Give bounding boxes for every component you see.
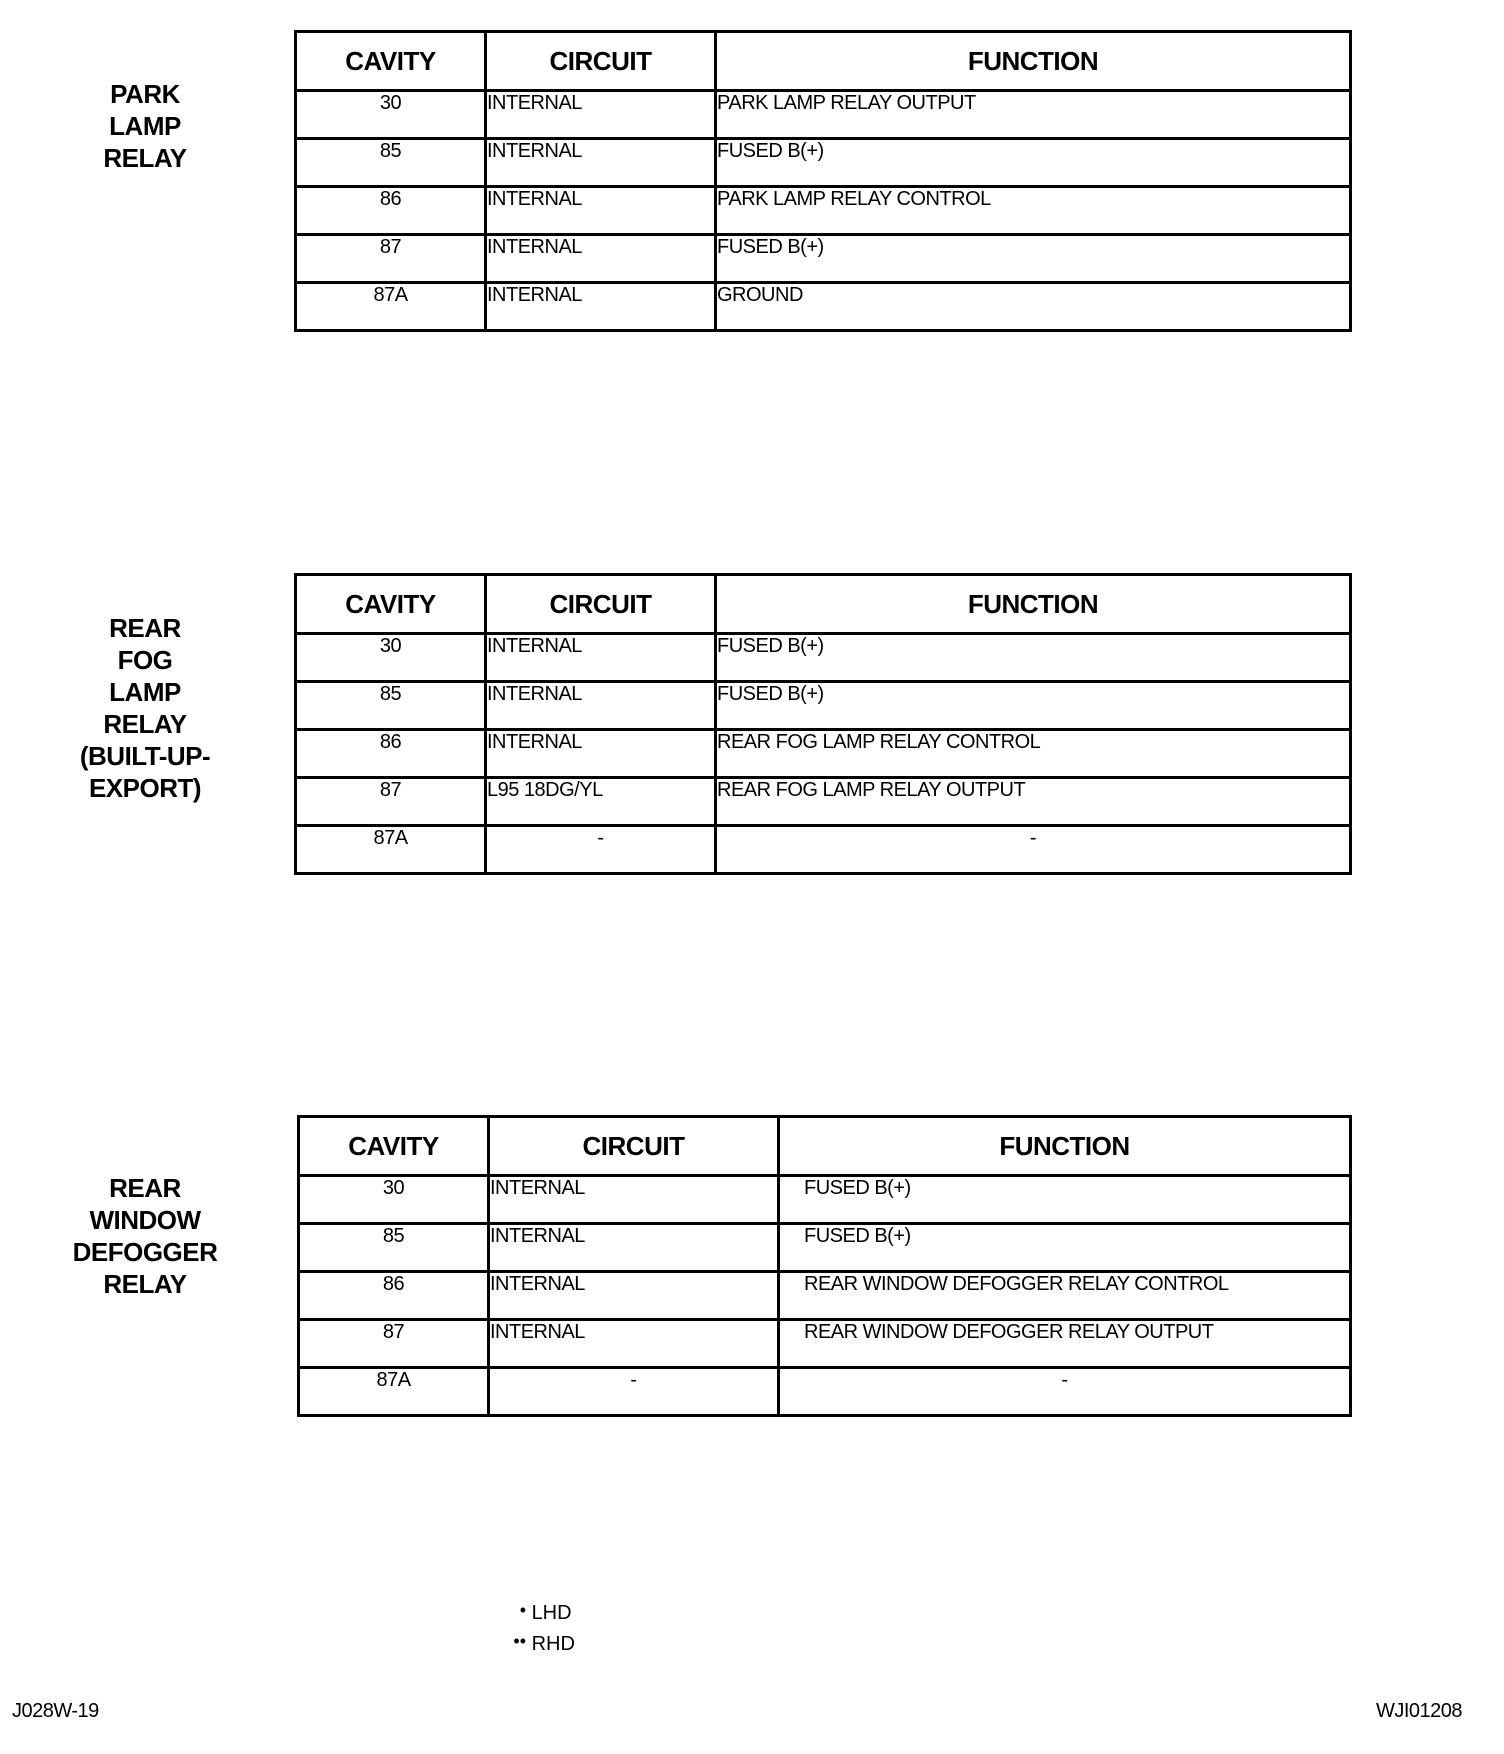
table-row (296, 91, 1351, 139)
cavity-header: CAVITY (299, 1117, 489, 1176)
table-header-row (299, 1117, 1351, 1176)
relay-label-line: RELAY (103, 1269, 187, 1299)
table-row (296, 730, 1351, 778)
table-row (296, 139, 1351, 187)
dot-icon: • (519, 1600, 526, 1620)
relay-label-line: REAR (109, 613, 181, 643)
function-cell: REAR WINDOW DEFOGGER RELAY CONTROL (779, 1272, 1351, 1320)
cavity-header: CAVITY (296, 32, 486, 91)
circuit-cell: INTERNAL (486, 139, 716, 187)
relay-label-line: LAMP (109, 677, 181, 707)
double-dot-icon: •• (513, 1631, 526, 1651)
function-cell: PARK LAMP RELAY OUTPUT (716, 91, 1351, 139)
figure-code-right: WJI01208 (1376, 1700, 1463, 1722)
table-row (299, 1320, 1351, 1368)
function-cell: FUSED B(+) (779, 1176, 1351, 1224)
relay-label-line: FOG (117, 645, 173, 675)
circuit-cell: L95 18DG/YL (486, 778, 716, 826)
circuit-cell: - (489, 1368, 779, 1416)
cavity-cell: 87A (296, 826, 486, 874)
figure-code-left: J028W-19 (12, 1700, 99, 1722)
legend-item-lhd (496, 1596, 575, 1627)
circuit-cell: INTERNAL (486, 235, 716, 283)
connector-table (294, 30, 1352, 332)
connector-table (294, 573, 1352, 875)
table-row (299, 1176, 1351, 1224)
function-cell: FUSED B(+) (716, 139, 1351, 187)
relay-label (60, 1172, 230, 1300)
cavity-header: CAVITY (296, 575, 486, 634)
relay-label-line: EXPORT) (88, 773, 202, 803)
connector-table (297, 1115, 1352, 1417)
cavity-cell: 30 (296, 91, 486, 139)
function-cell: FUSED B(+) (716, 235, 1351, 283)
function-cell: FUSED B(+) (716, 634, 1351, 682)
cavity-cell: 30 (296, 634, 486, 682)
table-row (296, 778, 1351, 826)
circuit-header: CIRCUIT (486, 32, 716, 91)
legend-label: LHD (531, 1602, 572, 1624)
circuit-cell: INTERNAL (486, 730, 716, 778)
relay-label (60, 612, 230, 804)
relay-label-line: RELAY (103, 709, 187, 739)
cavity-cell: 87A (296, 283, 486, 331)
circuit-header: CIRCUIT (489, 1117, 779, 1176)
circuit-cell: INTERNAL (489, 1224, 779, 1272)
cavity-cell: 86 (296, 730, 486, 778)
function-header: FUNCTION (716, 32, 1351, 91)
cavity-cell: 30 (299, 1176, 489, 1224)
table-row (296, 187, 1351, 235)
cavity-cell: 85 (299, 1224, 489, 1272)
table-row (299, 1272, 1351, 1320)
relay-label-line: REAR (109, 1173, 181, 1203)
function-cell: REAR FOG LAMP RELAY OUTPUT (716, 778, 1351, 826)
relay-label-line: (BUILT-UP- (79, 741, 211, 771)
function-header: FUNCTION (716, 575, 1351, 634)
function-cell: GROUND (716, 283, 1351, 331)
relay-label-line: RELAY (103, 143, 187, 173)
relay-label (60, 78, 230, 174)
table-header-row (296, 575, 1351, 634)
cavity-cell: 85 (296, 682, 486, 730)
function-cell: FUSED B(+) (779, 1224, 1351, 1272)
relay-label-line: LAMP (109, 111, 181, 141)
circuit-cell: INTERNAL (489, 1320, 779, 1368)
circuit-header: CIRCUIT (486, 575, 716, 634)
cavity-cell: 85 (296, 139, 486, 187)
function-cell: REAR WINDOW DEFOGGER RELAY OUTPUT (779, 1320, 1351, 1368)
table-row (296, 283, 1351, 331)
function-cell: REAR FOG LAMP RELAY CONTROL (716, 730, 1351, 778)
relay-label-line: DEFOGGER (72, 1237, 218, 1267)
table-row (299, 1224, 1351, 1272)
table-row (299, 1368, 1351, 1416)
cavity-cell: 86 (296, 187, 486, 235)
function-cell: - (779, 1368, 1351, 1416)
legend-item-rhd (496, 1627, 575, 1658)
circuit-cell: INTERNAL (489, 1176, 779, 1224)
circuit-cell: INTERNAL (486, 91, 716, 139)
circuit-cell: INTERNAL (486, 634, 716, 682)
circuit-cell: INTERNAL (486, 283, 716, 331)
cavity-cell: 87 (296, 778, 486, 826)
circuit-cell: INTERNAL (489, 1272, 779, 1320)
table-row (296, 826, 1351, 874)
legend-label: RHD (531, 1633, 575, 1655)
cavity-cell: 87 (299, 1320, 489, 1368)
function-cell: - (716, 826, 1351, 874)
relay-label-line: PARK (110, 79, 180, 109)
cavity-cell: 86 (299, 1272, 489, 1320)
legend (496, 1596, 575, 1658)
table-row (296, 235, 1351, 283)
circuit-cell: INTERNAL (486, 682, 716, 730)
cavity-cell: 87 (296, 235, 486, 283)
table-row (296, 682, 1351, 730)
cavity-cell: 87A (299, 1368, 489, 1416)
table-row (296, 634, 1351, 682)
function-header: FUNCTION (779, 1117, 1351, 1176)
circuit-cell: INTERNAL (486, 187, 716, 235)
relay-label-line: WINDOW (89, 1205, 201, 1235)
circuit-cell: - (486, 826, 716, 874)
table-header-row (296, 32, 1351, 91)
function-cell: PARK LAMP RELAY CONTROL (716, 187, 1351, 235)
function-cell: FUSED B(+) (716, 682, 1351, 730)
